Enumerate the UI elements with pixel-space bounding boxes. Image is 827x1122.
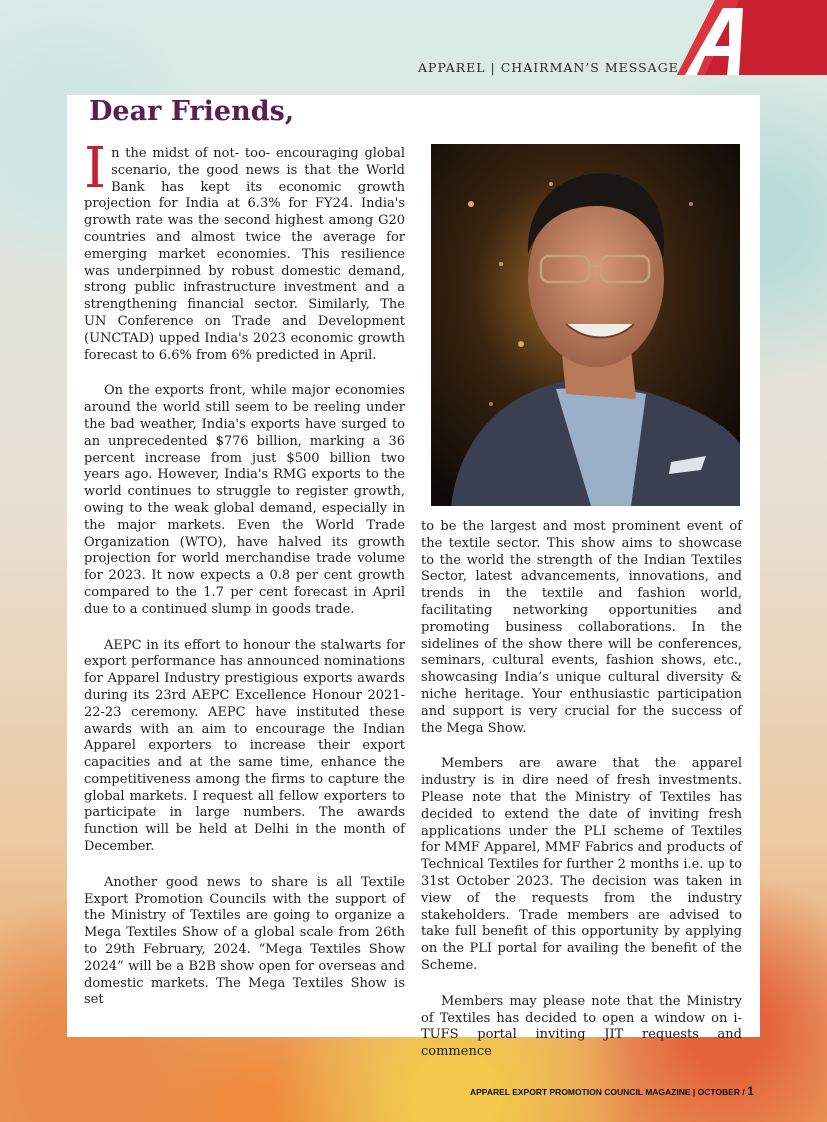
chairman-portrait-icon (431, 144, 740, 506)
footer-text: APPAREL EXPORT PROMOTION COUNCIL MAGAZINE | OCTOBER / (470, 1087, 748, 1097)
section-label: APPAREL | CHAIRMAN’S MESSAGE (418, 60, 679, 75)
drop-cap: I (84, 136, 107, 201)
aepc-logo-icon (677, 0, 827, 75)
paragraph: In the midst of not- too- encouraging global scenario, the good news is that the World Bank has kept its economic growth projection for India at 6.3% for FY24. India's growth rate was the second highest among G20 countries and almost twice the average for emerging market economies. This resilience was underpinned by robust domestic demand, strong public infrastructure investment and a strengthening financial sector. Similarly, The UN Conference on Trade and Development (UNCTAD) upped India's 2023 economic growth forecast to 6.6% from 6% predicted in April. (84, 136, 405, 363)
paragraph: AEPC in its effort to honour the stalwarts for export performance has announced nominations for Apparel Industry prestigious exports awards during its 23rd AEPC Excellence Honour 2021-22-23 ceremony. AEPC have instituted these awards with an aim to encourage the Indian Apparel exporters to increase their export capacities and at the same time, enhance the competitiveness among the firms to capture the global markets. I request all fellow exporters to participate in large numbers. The awards function will be held at Delhi in the month of December. (84, 637, 405, 855)
article-left-column (84, 136, 405, 1009)
page-footer (470, 1084, 754, 1098)
page-number: 1 (747, 1084, 754, 1098)
article-right-column (421, 519, 742, 1061)
paragraph: Members are aware that the apparel industry is in dire need of fresh investments. Please note that the Ministry of Textiles has decided to extend the date of inviting fresh applications under the PLI scheme of Textiles for MMF Apparel, MMF Fabrics and products of Technical Textiles for further 2 months i.e. up to 31st October 2023. The decision was taken in view of the requests from the industry stakeholders. Trade members are advised to take full benefit of this opportunity by applying on the PLI portal for availing the benefit of the Scheme. (421, 756, 742, 973)
paragraph: On the exports front, while major economies around the world still seem to be reeling under the bad weather, India's exports have surged to an unprecedented $776 billion, marking a 36 percent increase from just $500 billion two years ago. However, India's RMG exports to the world continues to struggle to register growth, owing to the weak global demand, especially in the major markets. Even the World Trade Organization (WTO), have halved its growth projection for world merchandise trade volume for 2023. It now expects a 0.8 per cent growth compared to the 1.7 per cent forecast in April due to a continued slump in goods trade. (84, 383, 405, 617)
chairman-photo (431, 144, 740, 506)
paragraph: Members may please note that the Ministry of Textiles has decided to open a window on i-TUFS portal inviting JIT requests and commence (421, 993, 742, 1060)
salutation-heading: Dear Friends, (89, 96, 295, 127)
paragraph: Another good news to share is all Textile Export Promotion Councils with the support of the Ministry of Textiles are going to organize a Mega Textiles Show of a global scale from 26th to 29th February, 2024. “Mega Textiles Show 2024” will be a B2B show open for overseas and domestic markets. The Mega Textiles Show is set (84, 874, 405, 1008)
paragraph: to be the largest and most prominent event of the textile sector. This show aims to showcase to the world the strength of the Indian Textiles Sector, latest advancements, innovations, and trends in the textile and fashion world, facilitating networking opportunities and promoting business collaborations. In the sidelines of the show there will be conferences, seminars, cultural events, fashion shows, etc., showcasing India’s unique cultural diversity & niche heritage. Your enthusiastic participation and support is very crucial for the success of the Mega Show. (421, 519, 742, 736)
